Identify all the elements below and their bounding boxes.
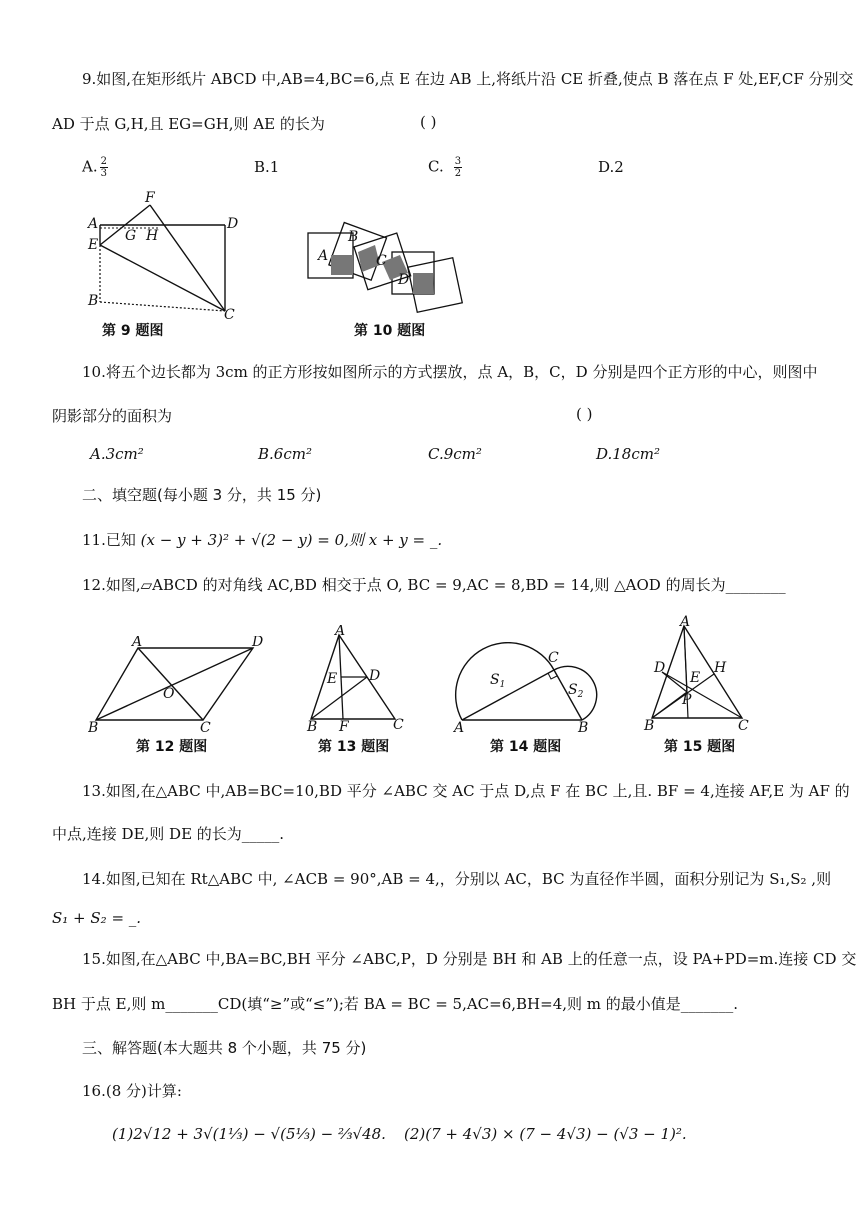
svg-text:A: A bbox=[680, 614, 691, 630]
q13-line1: 13.如图,在△ABC 中,AB=BC=10,BD 平分 ∠ABC 交 AC 于点 D,点 F 在 BC 上,且. BF = 4,连接 AF,E 为 AF 的 bbox=[82, 782, 850, 800]
svg-text:D: D bbox=[654, 660, 666, 676]
svg-text:D: D bbox=[398, 272, 410, 288]
svg-text:D: D bbox=[369, 668, 381, 684]
svg-text:F: F bbox=[339, 719, 349, 733]
svg-text:H: H bbox=[146, 228, 159, 244]
q15-line1: 15.如图,在△ABC 中,BA=BC,BH 平分 ∠ABC,P，D 分别是 BH 和 AB 上的任意一点，设 PA+PD=m.连接 CD 交 bbox=[82, 950, 857, 968]
figure-10-caption: 第 10 题图 bbox=[354, 323, 426, 339]
svg-text:B: B bbox=[307, 719, 318, 733]
svg-text:C: C bbox=[393, 717, 404, 733]
figure-13-caption: 第 13 题图 bbox=[318, 739, 390, 755]
svg-text:A: A bbox=[132, 636, 143, 650]
svg-text:P: P bbox=[682, 692, 692, 708]
svg-text:E: E bbox=[327, 671, 338, 687]
figure-9 bbox=[80, 190, 250, 320]
svg-text:E: E bbox=[690, 670, 701, 686]
svg-text:D: D bbox=[227, 216, 239, 232]
svg-text:B: B bbox=[88, 293, 99, 309]
figure-10 bbox=[300, 205, 480, 320]
q9-option-b: B.1 bbox=[254, 158, 280, 176]
svg-text:H: H bbox=[714, 660, 727, 676]
section-2-heading: 二、填空题(每小题 3 分，共 15 分) bbox=[82, 486, 322, 504]
q10-option-b: B.6cm² bbox=[258, 445, 312, 463]
svg-text:B: B bbox=[348, 229, 359, 245]
svg-text:A: A bbox=[335, 625, 346, 639]
q14-line1: 14.如图,已知在 Rt△ABC 中, ∠ACB = 90°,AB = 4,，分别以 AC，BC 为直径作半圆，面积分别记为 S₁,S₂ ,则 bbox=[82, 870, 832, 888]
svg-text:A: A bbox=[318, 248, 329, 264]
svg-text:C: C bbox=[548, 650, 559, 666]
figure-15 bbox=[642, 614, 754, 732]
figure-14-caption: 第 14 题图 bbox=[490, 739, 562, 755]
svg-text:B: B bbox=[644, 718, 655, 732]
q16-title: 16.(8 分)计算: bbox=[82, 1082, 182, 1100]
svg-text:G: G bbox=[125, 228, 137, 244]
q9-option-a: A. $\frac{2}{3}$ bbox=[82, 156, 107, 179]
q9-answer-paren: ( ) bbox=[420, 113, 437, 131]
q9-option-d: D.2 bbox=[598, 158, 624, 176]
svg-text:C: C bbox=[200, 720, 211, 734]
q10-option-d: D.18cm² bbox=[596, 445, 660, 463]
q9-option-c: C. $\frac{3}{2}$ bbox=[428, 156, 462, 179]
q11: 11.已知 (x − y + 3)² + √(2 − y) = 0,则 x + y = _. bbox=[82, 531, 443, 549]
q12: 12.如图,▱ABCD 的对角线 AC,BD 相交于点 O, BC = 9,AC = 8,BD = 14,则 △AOD 的周长为________ bbox=[82, 576, 786, 594]
svg-text:C: C bbox=[376, 253, 387, 269]
q10-option-c: C.9cm² bbox=[428, 445, 482, 463]
svg-text:C: C bbox=[738, 718, 749, 732]
q10-option-a: A.3cm² bbox=[90, 445, 144, 463]
svg-text:A: A bbox=[454, 720, 465, 734]
figure-15-caption: 第 15 题图 bbox=[664, 739, 736, 755]
svg-text:S2: $S_2$ bbox=[568, 682, 584, 700]
figure-13 bbox=[303, 625, 413, 733]
svg-text:B: B bbox=[88, 720, 99, 734]
q10-answer-paren: ( ) bbox=[576, 405, 593, 423]
figure-9-caption: 第 9 题图 bbox=[102, 323, 164, 339]
q10-line2: 阴影部分的面积为 bbox=[52, 407, 173, 425]
q9-line2: AD 于点 G,H,且 EG=GH,则 AE 的长为 bbox=[52, 115, 325, 133]
figure-12-caption: 第 12 题图 bbox=[136, 739, 208, 755]
q9-line1: 9.如图,在矩形纸片 ABCD 中,AB=4,BC=6,点 E 在边 AB 上,将纸片沿 CE 折叠,使点 B 落在点 F 处,EF,CF 分别交 bbox=[82, 70, 854, 88]
figure-12 bbox=[88, 636, 263, 734]
figure-14 bbox=[452, 642, 622, 734]
svg-text:B: B bbox=[578, 720, 589, 734]
q10-line1: 10.将五个边长都为 3cm 的正方形按如图所示的方式摆放，点 A，B，C，D 分别是四个正方形的中心，则图中 bbox=[82, 363, 818, 381]
q16-part2: (2)(7 + 4√3) × (7 − 4√3) − (√3 − 1)². bbox=[404, 1125, 687, 1143]
q14-line2: S₁ + S₂ = _. bbox=[52, 909, 142, 927]
svg-text:O: O bbox=[163, 686, 175, 702]
q16-part1: (1)2√12 + 3√(1⅓) − √(5⅓) − ⅔√48. bbox=[112, 1125, 386, 1143]
svg-text:A: A bbox=[88, 216, 99, 232]
q13-line2: 中点,连接 DE,则 DE 的长为_____. bbox=[52, 825, 285, 843]
q15-line2: BH 于点 E,则 m_______CD(填“≥”或“≤”);若 BA = BC = 5,AC=6,BH=4,则 m 的最小值是_______. bbox=[52, 995, 739, 1013]
svg-text:F: F bbox=[145, 190, 155, 206]
svg-text:E: E bbox=[88, 237, 99, 253]
svg-text:S1: $S_1$ bbox=[490, 672, 506, 690]
section-3-heading: 三、解答题(本大题共 8 个小题，共 75 分) bbox=[82, 1039, 367, 1057]
svg-text:C: C bbox=[224, 307, 235, 320]
svg-text:D: D bbox=[252, 636, 263, 650]
